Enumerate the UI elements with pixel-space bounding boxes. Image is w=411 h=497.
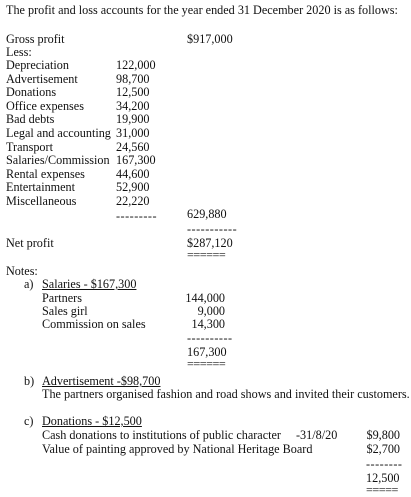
note-c-item-date: -31/8/20 — [296, 428, 338, 442]
expense-label: Office expenses — [6, 98, 84, 113]
note-a-item-value: 144,000 — [185, 291, 225, 305]
expense-label: Donations — [6, 85, 57, 100]
less-label: Less: — [6, 45, 32, 59]
note-c-total: 12,500 — [366, 471, 400, 485]
expense-value: 122,000 — [116, 58, 156, 72]
expense-label: Miscellaneous — [6, 194, 77, 208]
note-c-marker: c) — [24, 414, 34, 428]
expense-label: Depreciation — [6, 58, 69, 72]
note-a-heading: Salaries - $167,300 — [42, 277, 137, 291]
note-a-item-label: Partners — [42, 291, 82, 305]
expense-value: 24,560 — [116, 139, 150, 154]
expense-label: Salaries/Commission — [6, 153, 110, 168]
expense-label: Bad debts — [6, 112, 55, 127]
expense-label: Legal and accounting — [6, 126, 111, 140]
note-c-double-rule: ===== — [366, 483, 398, 497]
total-rule: ----------- — [187, 222, 238, 236]
note-c-item-label: Cash donations to institutions of public character — [42, 428, 281, 442]
expense-label: Entertainment — [6, 180, 76, 195]
note-b-marker: b) — [24, 374, 35, 388]
gross-profit-label: Gross profit — [6, 32, 65, 46]
expense-value: 52,900 — [116, 180, 150, 195]
expenses-total: 629,880 — [187, 207, 227, 221]
net-profit-value: $287,120 — [187, 236, 233, 250]
expense-value: 22,220 — [116, 194, 150, 208]
note-c-item-value: $2,700 — [366, 442, 400, 456]
note-a-item-label: Commission on sales — [42, 317, 146, 331]
expense-value: 98,700 — [116, 71, 150, 86]
expense-label: Transport — [6, 139, 53, 154]
note-c-heading: Donations - $12,500 — [42, 414, 142, 428]
note-a-item-label: Sales girl — [42, 304, 88, 318]
note-a-total: 167,300 — [187, 345, 227, 359]
expense-label: Advertisement — [6, 71, 78, 86]
expense-value: 19,900 — [116, 112, 150, 127]
note-b-text: The partners organised fashion and road shows and invited their customers. — [42, 387, 410, 401]
intro-text: The profit and loss accounts for the year ended 31 December 2020 is as follows: — [6, 3, 398, 17]
expense-value: 34,200 — [116, 98, 150, 113]
net-profit-double-rule: ====== — [187, 248, 226, 262]
expense-label: Rental expenses — [6, 166, 85, 181]
expense-value: 167,300 — [116, 153, 156, 168]
net-profit-label: Net profit — [6, 236, 54, 250]
note-a-rule: ---------- — [187, 331, 233, 345]
note-c-item-label: Value of painting approved by National Heritage Board — [42, 442, 313, 456]
expense-value: 44,600 — [116, 166, 150, 181]
expenses-rule: --------- — [116, 209, 158, 223]
gross-profit-value: $917,000 — [187, 32, 233, 46]
expense-value: 31,000 — [116, 126, 150, 140]
note-a-item-value: 14,300 — [191, 317, 225, 331]
note-c-rule: -------- — [366, 457, 403, 471]
notes-label: Notes: — [6, 264, 38, 278]
note-c-item-value: $9,800 — [366, 428, 400, 442]
note-a-marker: a) — [24, 277, 34, 291]
note-b-heading: Advertisement -$98,700 — [42, 374, 161, 388]
expense-value: 12,500 — [116, 85, 150, 100]
note-a-item-value: 9,000 — [197, 304, 225, 318]
note-a-double-rule: ====== — [187, 357, 226, 371]
